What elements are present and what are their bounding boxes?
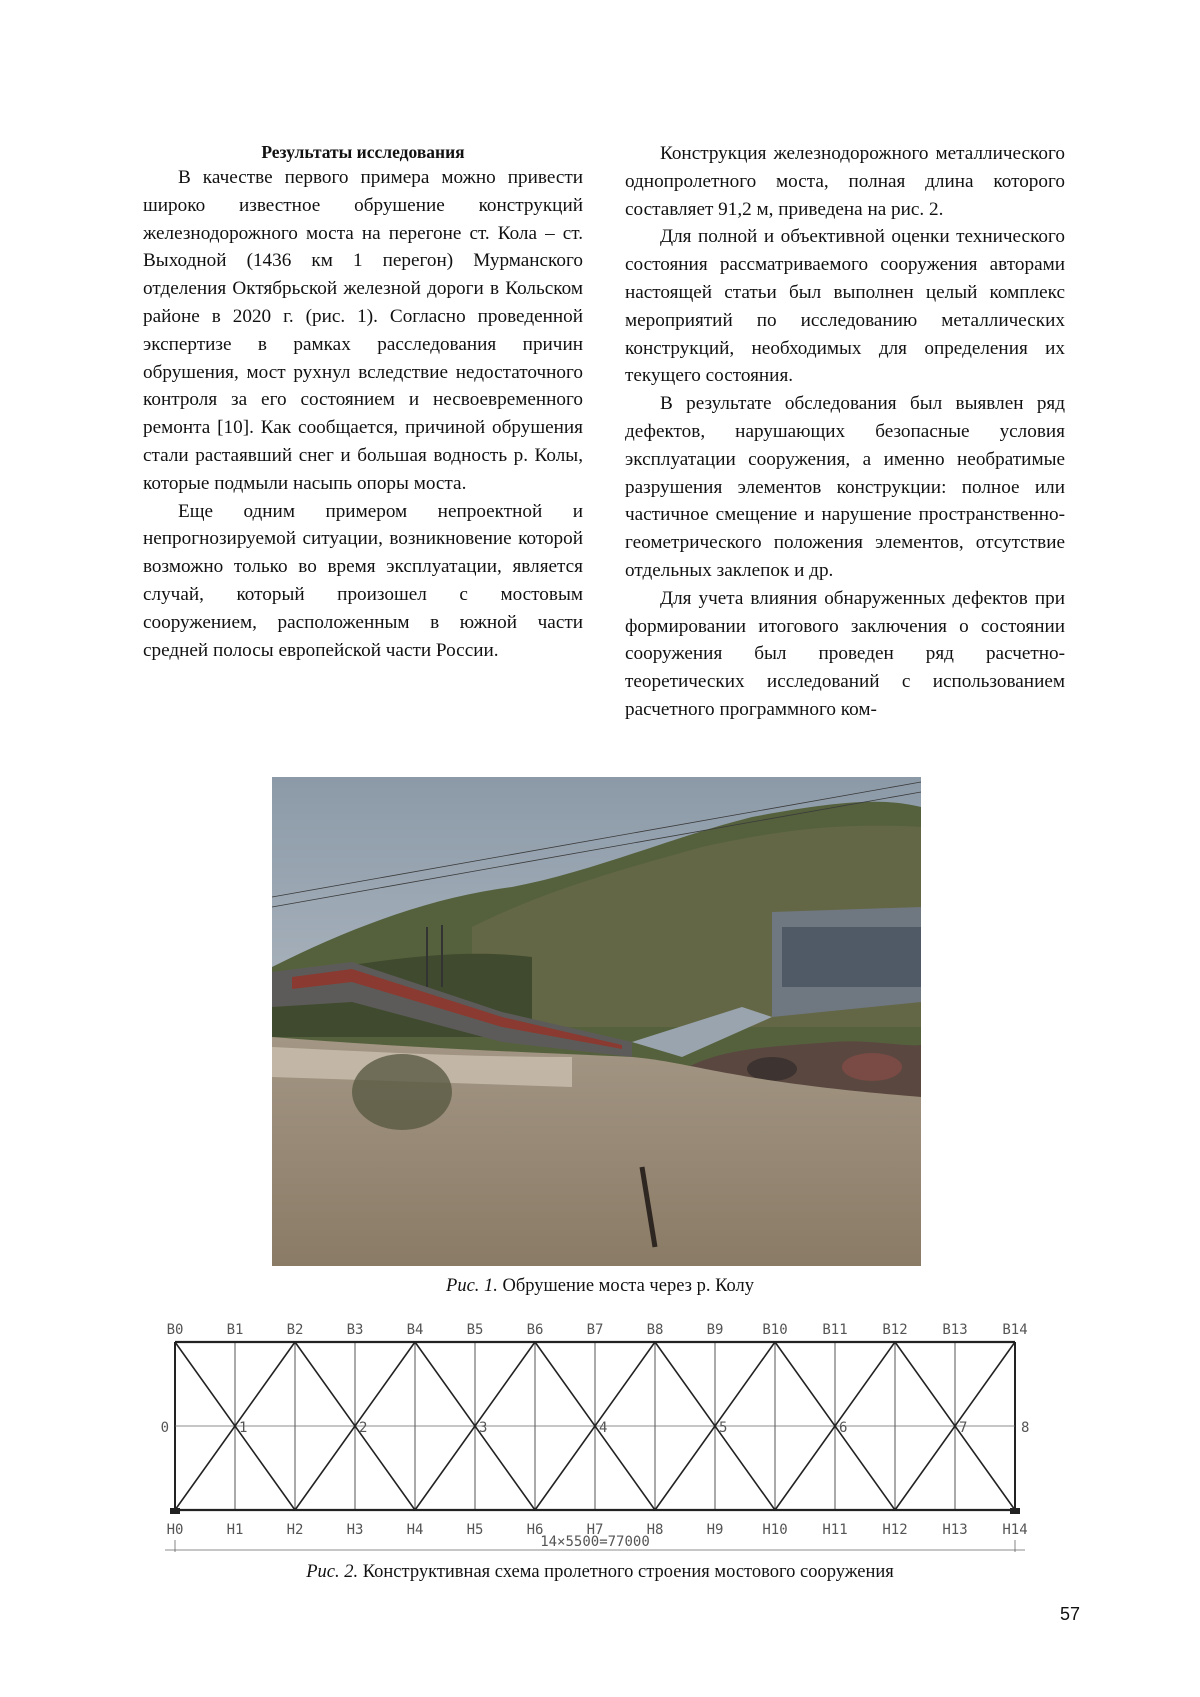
paragraph: Для полной и объективной оценки технического состояния рассматриваемого сооружения авторами настоящей статьи был выполнен целый комплекс мероприятий по исследованию металлических конструкций, необходимых для определения их текущего состояния. (625, 226, 1065, 387)
bottom-node-label: H14 (1002, 1522, 1028, 1538)
top-node-label: B1 (226, 1322, 244, 1338)
bottom-node-label: H3 (346, 1522, 364, 1538)
left-column (143, 140, 583, 664)
mid-node-label: 2 (359, 1420, 368, 1436)
bottom-node-label: H6 (526, 1522, 544, 1538)
paragraph: В результате обследования был выявлен ряд дефектов, нарушающих безопасные условия эксплуатации сооружения, а именно необратимые разрушения элементов конструкции: полное или частичное смещение и нарушение пространственно-геометрического положения элементов, отсутствие отдельных заклепок и др. (625, 393, 1065, 581)
bottom-node-label: H4 (406, 1522, 424, 1538)
bottom-node-label: H13 (942, 1522, 968, 1538)
figure2-label: Рис. 2. (306, 1562, 359, 1582)
mid-node-label: 0 (160, 1420, 169, 1436)
bottom-node-label: H9 (706, 1522, 724, 1538)
mid-node-label: 3 (479, 1420, 488, 1436)
mid-node-label: 5 (719, 1420, 728, 1436)
right-column (625, 140, 1065, 724)
dimension-label: 14×5500=77000 (540, 1534, 650, 1550)
figure2-caption-text: Конструктивная схема пролетного строения мостового сооружения (362, 1562, 894, 1582)
top-node-label: B7 (586, 1322, 604, 1338)
bottom-node-label: H2 (286, 1522, 304, 1538)
paragraph: В качестве первого примера можно привести широко известное обрушение конструкций железнодорожного моста на перегоне ст. Кола – ст. Выходной (1436 км 1 перегон) Мурманского отделения Октябрьской железной дороги в Кольском районе в 2020 г. (рис. 1). Согласно проведенной экспертизе в рамках расследования причин обрушения, мост рухнул вследствие недостаточного контроля за его состоянием и несвоевременного ремонта [10]. Как сообщается, причиной обрушения стали растаявший снег и большая водность р. Колы, которые подмыли насыпь опоры моста. (143, 167, 583, 494)
mid-node-label: 8 (1021, 1420, 1030, 1436)
top-node-label: B12 (882, 1322, 908, 1338)
bridge-collapse-photo (272, 777, 921, 1266)
figure1-caption (0, 1276, 1200, 1297)
bottom-node-label: H7 (586, 1522, 604, 1538)
top-node-label: B4 (406, 1322, 424, 1338)
paragraph: Конструкция железнодорожного металлического однопролетного моста, полная длина которого составляет 91,2 м, приведена на рис. 2. (625, 143, 1065, 220)
mid-node-label: 6 (839, 1420, 848, 1436)
bottom-node-label: H12 (882, 1522, 908, 1538)
bottom-node-label: H8 (646, 1522, 664, 1538)
page-number: 57 (1059, 1604, 1080, 1624)
paragraph: Для учета влияния обнаруженных дефектов при формировании итогового заключения о состоянии сооружения был проведен ряд расчетно-теоретических исследований с использованием расчетного программного ком- (625, 587, 1065, 720)
top-node-label: B8 (646, 1322, 664, 1338)
mid-node-label: 4 (599, 1420, 608, 1436)
left-support (170, 1508, 180, 1514)
bottom-node-label: H5 (466, 1522, 484, 1538)
section-title: Результаты исследования (261, 142, 465, 162)
figure1-label: Рис. 1. (446, 1276, 498, 1296)
paragraph: Еще одним примером непроектной и непрогнозируемой ситуации, возникновение которой возможно только во время эксплуатации, является случай, который произошел с мостовым сооружением, расположенным в южной части средней полосы европейской части России. (143, 500, 583, 661)
top-node-label: B14 (1002, 1322, 1028, 1338)
top-node-label: B2 (286, 1322, 304, 1338)
bottom-node-label: H11 (822, 1522, 848, 1538)
bottom-node-label: H1 (226, 1522, 244, 1538)
top-node-label: B10 (762, 1322, 788, 1338)
truss-scheme (150, 1312, 1030, 1552)
mid-node-label: 7 (959, 1420, 968, 1436)
top-node-label: B13 (942, 1322, 968, 1338)
figure1-caption-text: Обрушение моста через р. Колу (502, 1276, 754, 1296)
figure2-caption (0, 1562, 1200, 1583)
bottom-node-label: H0 (166, 1522, 184, 1538)
top-node-label: B9 (706, 1322, 724, 1338)
top-node-label: B5 (466, 1322, 484, 1338)
right-support (1010, 1508, 1020, 1514)
top-node-label: B3 (346, 1322, 364, 1338)
bottom-node-label: H10 (762, 1522, 788, 1538)
top-node-label: B6 (526, 1322, 544, 1338)
top-node-label: B11 (822, 1322, 848, 1338)
top-node-label: B0 (166, 1322, 184, 1338)
mid-node-label: 1 (239, 1420, 248, 1436)
